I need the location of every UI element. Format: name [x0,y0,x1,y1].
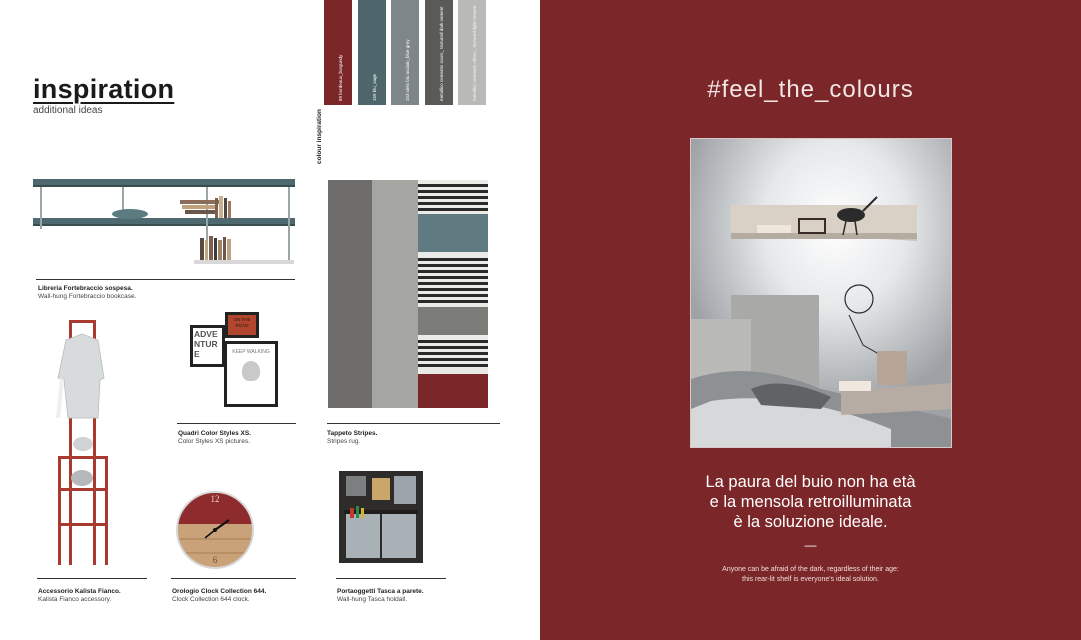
caption-it: Tappeto Stripes. [327,430,378,437]
picture-keep-walking [224,341,278,407]
page-title: inspiration [33,74,175,104]
swatch-label: metallico cemento chiaro_ textured light cement [472,5,477,101]
picture-on-the-road [225,312,259,338]
picture-text: ON THE ROAD [233,317,251,328]
swatch-label: 153 cielo blu acciaio_blue grey [405,39,410,101]
swatch-label: 159 blu_sage [372,73,377,101]
hashtag-title: #feel_the_colours [707,76,914,103]
swatch-burgundy [324,0,352,105]
clock-number-12: 12 [210,494,220,504]
swatch-light-cement [458,0,486,105]
quote-italian [540,472,1081,532]
caption-en: Stripes rug. [327,438,361,445]
english-line: Anyone can be afraid of the dark, regardless of their age: [722,566,899,573]
caption-en: Wall-hung Tasca holdall. [337,596,408,603]
quote-line: La paura del buio non ha età [705,473,916,491]
product-caption-rug [327,430,377,446]
product-caption-kalista [38,588,121,604]
swatch-label: metallico cemento scuro_ textured dark cement [439,6,444,101]
product-caption-pictures [178,430,251,446]
divider [177,423,296,424]
bedroom-photo-illustration [691,139,952,448]
picture-adventure [190,325,225,367]
product-caption-holdall [337,588,424,604]
picture-illustration [242,361,260,381]
swatch-blue-grey [391,0,419,105]
picture-text: KEEP WALKING [232,349,270,355]
right-page [540,0,1081,640]
caption-it: Orologio Clock Collection 644. [172,588,267,595]
caption-it: Libreria Fortebraccio sospesa. [38,285,133,292]
page-subtitle: additional ideas [33,105,103,116]
divider [37,578,147,579]
palette-label [311,104,323,164]
caption-en: Color Styles XS pictures. [178,438,250,445]
caption-en: Clock Collection 644 clock. [172,596,250,603]
divider [336,578,446,579]
product-caption-bookcase [38,285,136,301]
caption-it: Quadri Color Styles XS. [178,430,251,437]
swatch-label: 89 bordeaux_burgundy [338,54,343,101]
clock-number-6: 6 [212,555,218,565]
separator-dash: — [804,538,817,552]
caption-it: Portaoggetti Tasca a parete. [337,588,424,595]
divider [36,279,295,280]
holdall-image [338,470,424,564]
bedroom-photo [690,138,952,448]
caption-it: Accessorio Kalista Fianco. [38,588,121,595]
rug-image [328,180,488,410]
coat-stand-image [48,318,118,566]
caption-en: Kalista Fianco accessory. [38,596,112,603]
divider [171,578,296,579]
bookcase-image [30,174,298,272]
caption-en: Wall-hung Fortebraccio bookcase. [38,293,137,300]
english-line: this rear-lit shelf is everyone's ideal solution. [742,576,879,583]
picture-text: ADVENTURE [194,329,218,359]
product-caption-clock [172,588,266,604]
swatch-sage [358,0,386,105]
quote-line: e la mensola retroilluminata [709,493,912,511]
quote-line: è la soluzione ideale. [733,513,888,531]
divider [327,423,500,424]
swatch-dark-cement [425,0,453,105]
left-page [0,0,540,640]
palette-label-text: colour inspiration [316,109,323,164]
quote-english [540,565,1081,585]
